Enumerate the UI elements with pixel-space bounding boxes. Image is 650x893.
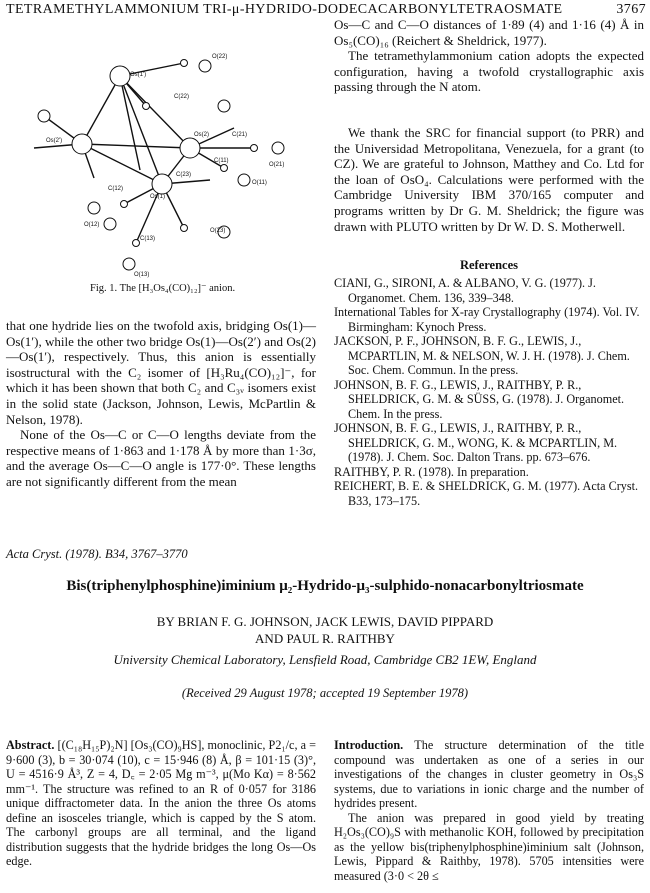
label-o21: O(21) xyxy=(269,162,285,168)
figure-caption: Fig. 1. The [H₃Os₄(CO)₁₂]⁻ anion. xyxy=(90,283,236,294)
authors-line-2: AND PAUL R. RAITHBY xyxy=(255,631,395,646)
references-heading: References xyxy=(459,258,519,272)
label-o12: O(12) xyxy=(84,222,100,228)
label-o22: O(22) xyxy=(212,54,228,60)
label-c12: C(12) xyxy=(108,186,124,192)
label-os1p: Os(1') xyxy=(130,72,147,78)
reference-item: International Tables for X-ray Crystallography (1974). Vol. IV. Birmingham: Kynoch Press. xyxy=(334,305,640,334)
label-c21: C(21) xyxy=(232,132,248,138)
reference-item: REICHERT, B. E. & SHELDRICK, G. M. (1977). Acta Cryst. B33, 173–175. xyxy=(334,479,639,508)
introduction-paragraph-2: The anion was prepared in good yield by treating H₂Os₃(CO)₉S with methanolic KOH, followed by precipitation as the yellow bis(triphenylphosphine)iminium salt (Johnson, Lewis, Pippard & Raithby, 1978). 5705 intensities were measured (3·0 < 2θ ≤ xyxy=(334,810,644,883)
article-citation: Acta Cryst. (1978). B34, 3767–3770 xyxy=(6,547,188,561)
abstract-text: [(C₁₈H₁₅P)₂N] [Os₃(CO)₉HS], monoclinic, P2₁/c, a = 9·600 (3), b = 30·074 (10), c = 15·946 (8) Å, β = 101·15 (3)°, U = 4516·9 Å³, Z = 4, D꜀ = 2·05 Mg m⁻³, μ(Mo Kα) = 8·562 mm⁻¹. The structure was refined to an R of 0·057 for 3186 unique diffractometer data. In the anion the three Os atoms define an isosceles triangle, which is capped by the S atom. The carbonyl groups are all terminal, and the ligand distribution suggests that the hydride bridges the long Os—Os edge. xyxy=(6,738,316,868)
introduction-text: The structure determination of the title compound was undertaken as one of a series in our investigations of the changes in cluster geometry in Os₃S systems, due to variations in ionic charge and the number of hydrides present. xyxy=(334,738,644,810)
label-os2: Os(2) xyxy=(194,132,209,138)
label-o23: O(23) xyxy=(210,228,226,234)
acknowledgements: We thank the SRC for financial support (to PRR) and the Universidad Metropolitana, Venezuela, for a grant (to CZ). We are grateful to Johnson, Matthey and Co. Ltd for the loan of OsO₄. Calculations were performed with the Cambridge University IBM 370/165 computer and programs written by Dr G. M. Sheldrick; the figure was drawn with PLUTO written by Dr W. D. S. Motherwell. xyxy=(334,124,644,234)
left-paragraph-1: that one hydride lies on the twofold axis, bridging Os(1)—Os(1′), while the other two bridge Os(1)—Os(2′) and Os(2)—Os(1′), respectively. Thus, this anion is essentially isostructural with the C₂ isomer of [H₃Ru₄(CO)₁₂]⁻, for which it has been shown that both C₂ and C₃ᵥ isomers exist in the solid state (Jackson, Johnson, Lewis, McPartlin & Nelson, 1978). xyxy=(6,318,316,427)
right-paragraph-2: The tetramethylammonium cation adopts the expected configuration, having a twofold crystallographic axis passing through the N atom. xyxy=(334,48,644,95)
label-c23: C(23) xyxy=(176,172,192,178)
label-os1: Os(1) xyxy=(150,194,165,200)
introduction xyxy=(334,738,644,883)
article-title: Bis(triphenylphosphine)iminium μ₂-Hydrido-μ₃-sulphido-nonacarbonyltriosmate xyxy=(66,578,584,594)
running-title: TETRAMETHYLAMMONIUM TRI-μ-HYDRIDO-DODECACARBONYLTETRAOSMATE xyxy=(6,2,563,17)
reference-item: RAITHBY, P. R. (1978). In preparation. xyxy=(334,464,529,479)
left-paragraph-2: None of the Os—C or C—O lengths deviate from the respective means of 1·863 and 1·178 Å by more than 1·3σ, and the average Os—C—O angle is 177·0°. These lengths are not significantly different from the mean xyxy=(6,427,316,489)
right-column-top xyxy=(334,17,644,234)
received-date: (Received 29 August 1978; accepted 19 September 1978) xyxy=(181,686,469,700)
label-os2p: Os(2') xyxy=(46,138,63,144)
introduction-label: Introduction. xyxy=(334,738,404,752)
reference-list xyxy=(334,276,644,508)
label-c13: C(13) xyxy=(140,236,156,242)
abstract xyxy=(6,738,316,869)
reference-item: CIANI, G., SIRONI, A. & ALBANO, V. G. (1977). J. Organomet. Chem. 136, 339–348. xyxy=(334,276,596,305)
right-paragraph-1: Os—C and C—O distances of 1·89 (4) and 1·16 (4) Å in Os₅(CO)₁₆ (Reichert & Sheldrick, 1977). xyxy=(334,17,644,48)
label-o11: O(11) xyxy=(252,180,267,186)
reference-item: JOHNSON, B. F. G., LEWIS, J., RAITHBY, P. R., SHELDRICK, G. M., WONG, K. & MCPARTLIN, M. (1978). J. Chem. Soc. Dalton Trans. pp. 673–676. xyxy=(334,421,618,464)
label-o13: O(13) xyxy=(134,272,150,278)
reference-item: JOHNSON, B. F. G., LEWIS, J., RAITHBY, P. R., SHELDRICK, G. M. & SÜSS, G. (1978). J. Organomet. Chem. In the press. xyxy=(334,377,625,421)
page-number: 3767 xyxy=(616,2,646,17)
label-c11: C(11) xyxy=(214,158,229,164)
anion-structure-drawing xyxy=(24,18,314,278)
authors-line-1: BY BRIAN F. G. JOHNSON, JACK LEWIS, DAVID PIPPARD xyxy=(156,614,494,629)
label-c22: C(22) xyxy=(174,94,190,100)
abstract-label: Abstract. xyxy=(6,738,55,752)
reference-item: JACKSON, P. F., JOHNSON, B. F. G., LEWIS, J., MCPARTLIN, M. & NELSON, W. J. H. (1978). J. Chem. Soc. Chem. Commun. In the press. xyxy=(334,334,630,377)
left-column-body xyxy=(6,318,316,490)
affiliation: University Chemical Laboratory, Lensfield Road, Cambridge CB2 1EW, England xyxy=(113,652,537,667)
figure-1 xyxy=(24,18,314,278)
